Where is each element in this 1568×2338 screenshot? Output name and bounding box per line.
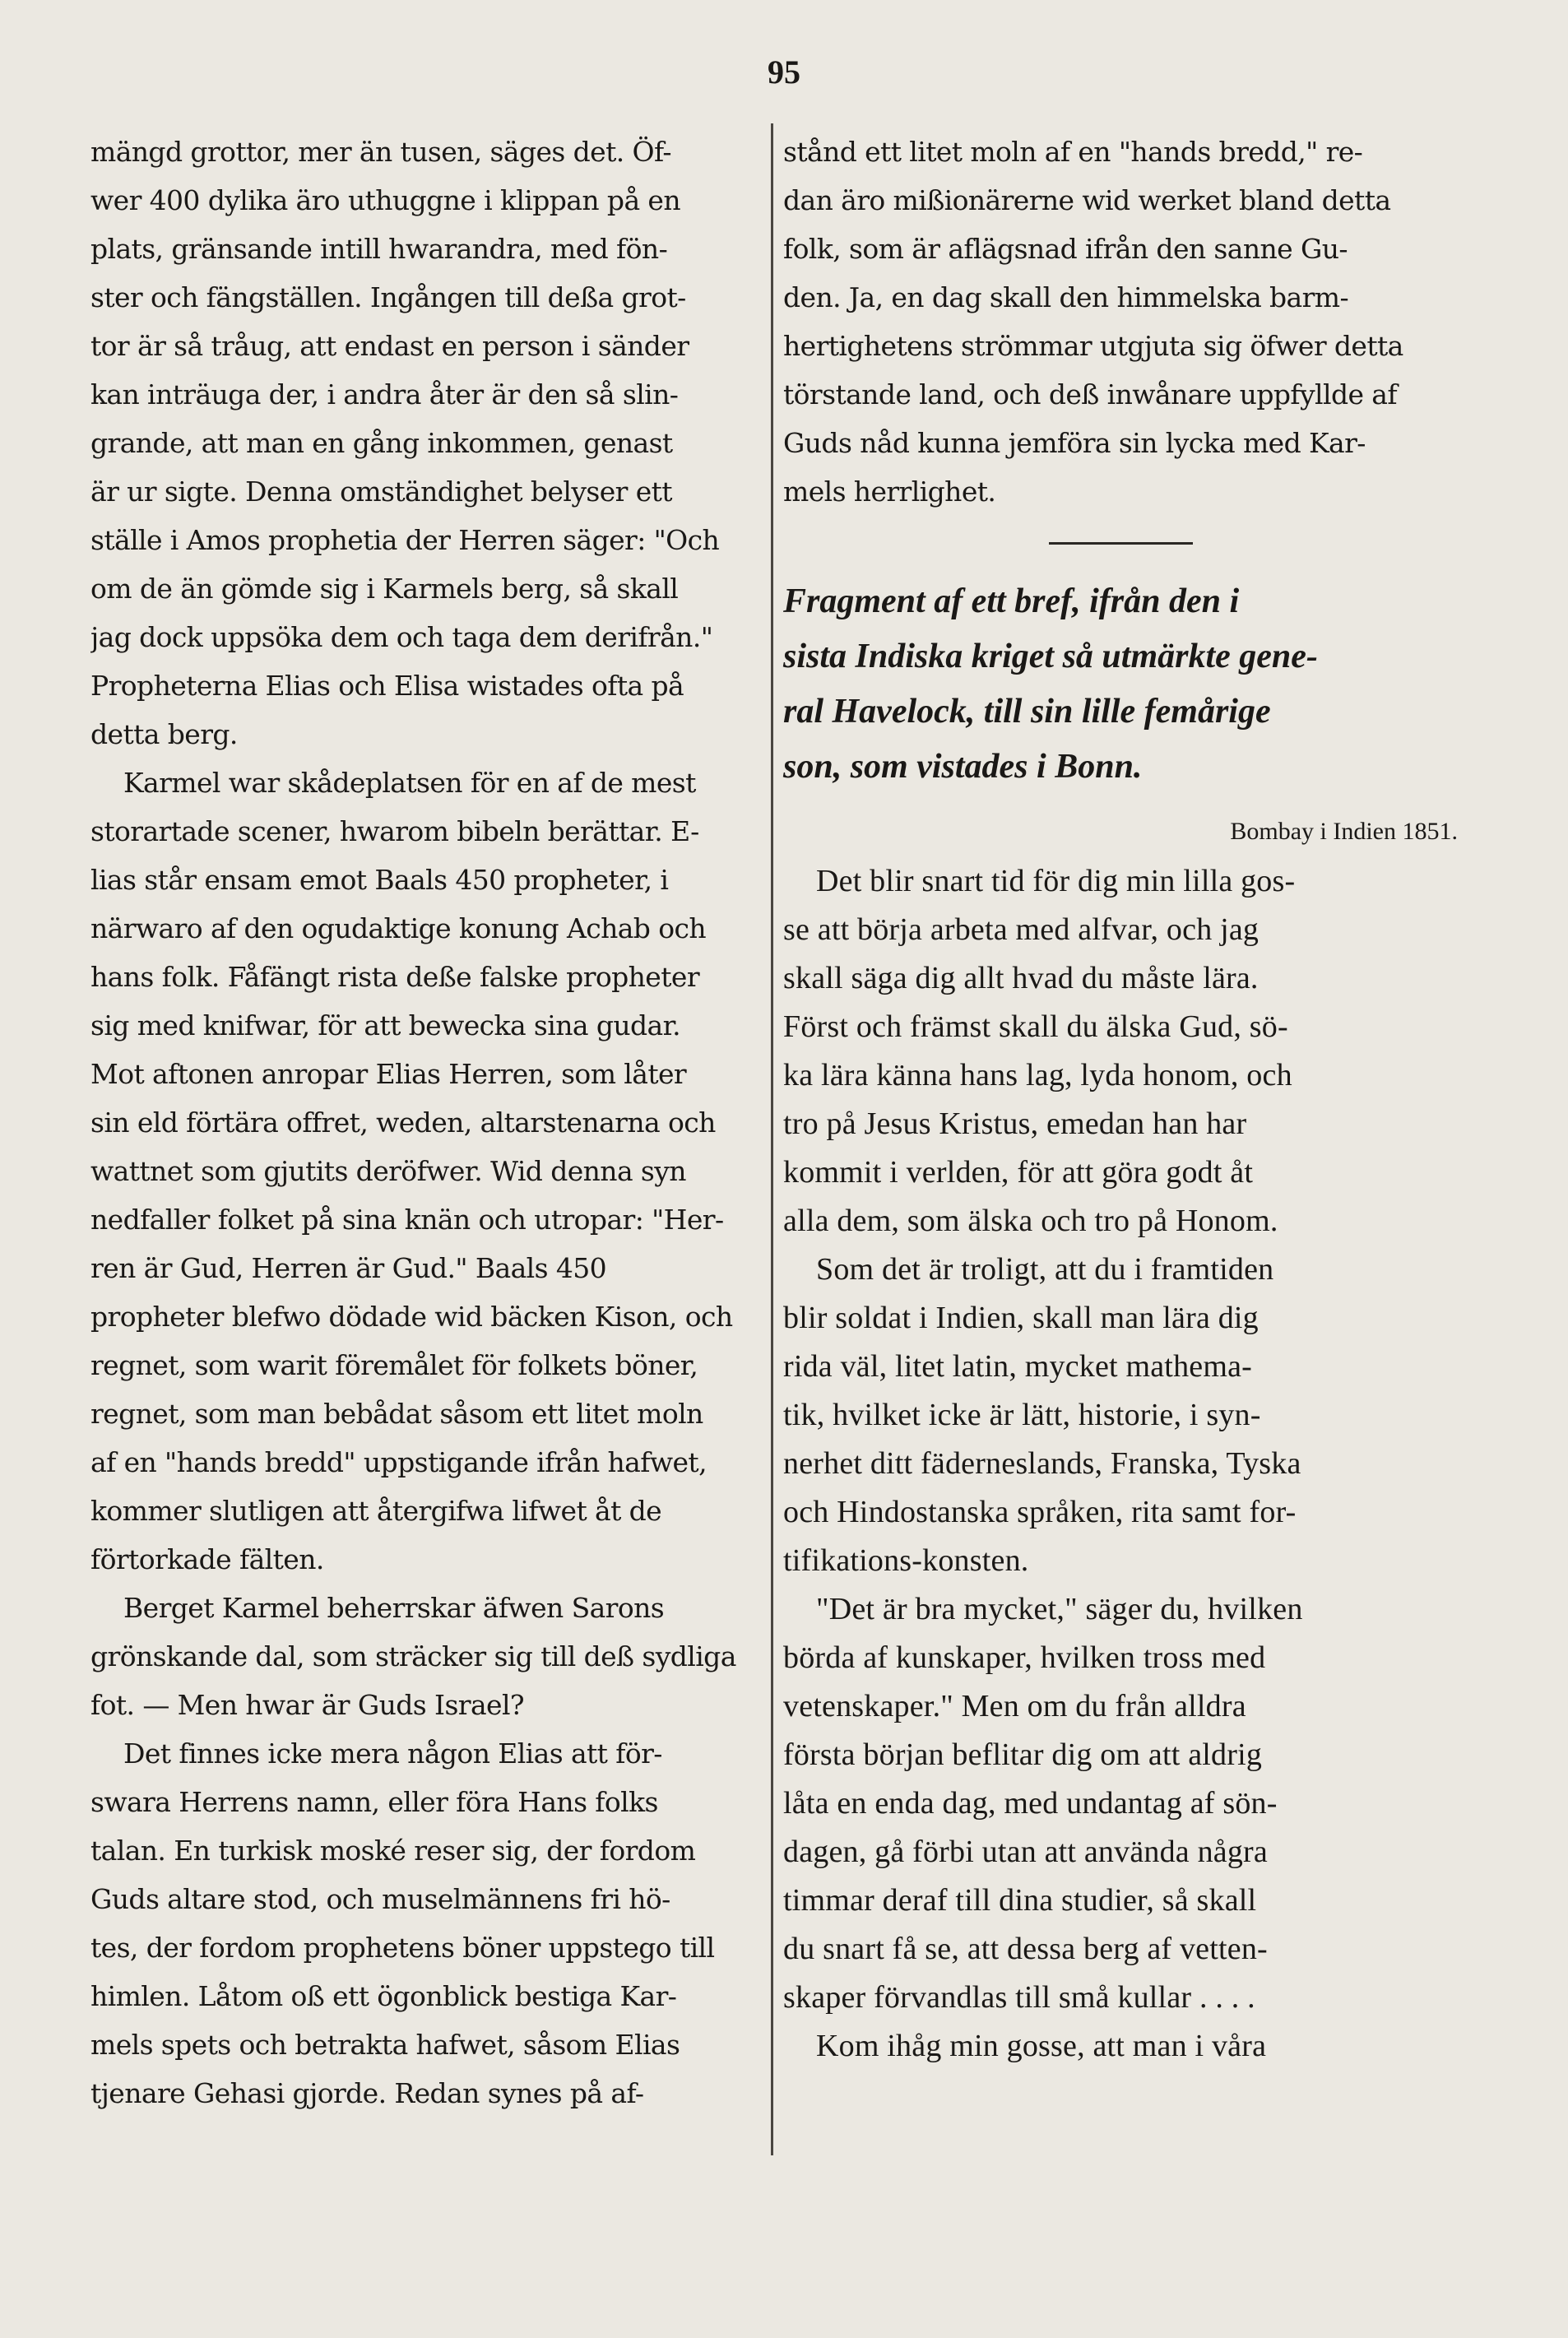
text-line: ka lära känna hans lag, lyda honom, och: [783, 1058, 1292, 1092]
text-line: af en "hands bredd" uppstigande ifrån hafwet,: [90, 1446, 707, 1478]
text-line: "Det är bra mycket," säger du, hvilken: [816, 1592, 1303, 1626]
text-line: timmar deraf till dina studier, så skall: [783, 1883, 1257, 1918]
text-line: wer 400 dylika äro uthuggne i klippan på en: [90, 184, 680, 216]
text-line: första början beflitar dig om att aldrig: [783, 1737, 1263, 1772]
text-line: dagen, gå förbi utan att använda några: [783, 1835, 1268, 1869]
text-line: mels herrlighet.: [783, 475, 996, 508]
text-line: grönskande dal, som sträcker sig till deß sydliga: [90, 1640, 736, 1672]
text-line: grande, att man en gång inkommen, genast: [90, 427, 673, 459]
text-line: propheter blefwo dödade wid bäcken Kison, och: [90, 1301, 733, 1333]
text-line: Propheterna Elias och Elisa wistades ofta på: [90, 670, 684, 702]
text-line: Kom ihåg min gosse, att man i våra: [816, 2029, 1267, 2063]
text-line: folk, som är aflägsnad ifrån den sanne Gu-: [783, 233, 1348, 265]
text-line: blir soldat i Indien, skall man lära dig: [783, 1301, 1259, 1335]
text-line: stånd ett litet moln af en "hands bredd," re-: [783, 136, 1363, 168]
text-line: närwaro af den ogudaktige konung Achab och: [90, 912, 707, 944]
text-line: detta berg.: [90, 718, 238, 750]
text-line: Berget Karmel beherrskar äfwen Sarons: [123, 1592, 665, 1624]
text-line: lias står ensam emot Baals 450 propheter, i: [90, 864, 669, 896]
text-line: swara Herrens namn, eller föra Hans folks: [90, 1786, 658, 1818]
text-line: hans folk. Fåfängt rista deße falske propheter: [90, 961, 700, 993]
text-line: regnet, som man bebådat såsom ett litet moln: [90, 1398, 703, 1430]
heading-line: ral Havelock, till sin lille femårige: [783, 693, 1271, 731]
text-line: kan inträuga der, i andra åter är den så slin-: [90, 378, 679, 411]
text-line: rida väl, litet latin, mycket mathema-: [783, 1349, 1253, 1384]
text-line: alla dem, som älska och tro på Honom.: [783, 1204, 1278, 1238]
text-line: skall säga dig allt hvad du måste lära.: [783, 961, 1259, 995]
section-rule: [1049, 542, 1193, 545]
text-line: fot. — Men hwar är Guds Israel?: [90, 1689, 525, 1721]
text-line: börda af kunskaper, hvilken tross med: [783, 1640, 1266, 1675]
text-line: om de än gömde sig i Karmels berg, så skall: [90, 573, 679, 605]
text-line: talan. En turkisk moské reser sig, der fordom: [90, 1835, 696, 1867]
text-line: regnet, som warit föremålet för folkets böner,: [90, 1349, 698, 1381]
text-line: mängd grottor, mer än tusen, säges det. Öf-: [90, 136, 671, 168]
right-column: [783, 128, 1458, 2071]
text-line: Först och främst skall du älska Gud, sö-: [783, 1009, 1288, 1044]
dateline: Bombay i Indien 1851.: [1230, 818, 1458, 845]
text-line: Mot aftonen anropar Elias Herren, som låter: [90, 1058, 687, 1090]
text-line: jag dock uppsöka dem och taga dem derifrån.": [90, 621, 713, 653]
text-line: wattnet som gjutits deröfwer. Wid denna syn: [90, 1155, 686, 1187]
page-number: 95: [768, 53, 800, 90]
text-line: tes, der fordom prophetens böner uppstego till: [90, 1932, 715, 1964]
text-line: sig med knifwar, för att bewecka sina gudar.: [90, 1009, 681, 1041]
text-line: storartade scener, hwarom bibeln berättar. E-: [90, 815, 699, 847]
text-line: nerhet ditt fäderneslands, Franska, Tyska: [783, 1446, 1301, 1481]
text-line: hertighetens strömmar utgjuta sig öfwer detta: [783, 330, 1403, 362]
text-line: den. Ja, en dag skall den himmelska barm-: [783, 281, 1349, 313]
text-line: förtorkade fälten.: [90, 1543, 324, 1575]
text-line: tjenare Gehasi gjorde. Redan synes på af-: [90, 2077, 644, 2109]
text-line: sin eld förtära offret, weden, altarstenarna och: [90, 1106, 716, 1139]
heading-line: Fragment af ett bref, ifrån den i: [783, 582, 1240, 620]
text-line: ställe i Amos prophetia der Herren säger: "Och: [90, 524, 720, 556]
article-heading: [783, 574, 1458, 795]
text-line: Guds altare stod, och muselmännens fri hö-: [90, 1883, 670, 1915]
text-line: Som det är troligt, att du i framtiden: [816, 1252, 1274, 1287]
text-line: tor är så tråug, att endast en person i sänder: [90, 330, 689, 362]
text-line: tik, hvilket icke är lätt, historie, i syn-: [783, 1398, 1261, 1432]
text-line: himlen. Låtom oß ett ögonblick bestiga Kar-: [90, 1980, 677, 2012]
text-line: ster och fängställen. Ingången till deßa grot-: [90, 281, 686, 313]
text-line: kommer slutligen att återgifwa lifwet åt de: [90, 1495, 662, 1527]
text-line: plats, gränsande intill hwarandra, med fön-: [90, 233, 668, 265]
text-line: nedfaller folket på sina knän och utropar: "Her-: [90, 1204, 724, 1236]
text-line: Det blir snart tid för dig min lilla gos-: [816, 864, 1296, 898]
text-line: vetenskaper." Men om du från alldra: [783, 1689, 1246, 1723]
text-line: Guds nåd kunna jemföra sin lycka med Kar-: [783, 427, 1366, 459]
text-line: låta en enda dag, med undantag af sön-: [783, 1786, 1278, 1821]
text-line: mels spets och betrakta hafwet, såsom Elias: [90, 2029, 680, 2061]
text-line: se att börja arbeta med alfvar, och jag: [783, 912, 1260, 947]
left-column: [90, 128, 765, 2118]
text-line: kommit i verlden, för att göra godt åt: [783, 1155, 1254, 1190]
text-line: är ur sigte. Denna omständighet belyser ett: [90, 475, 672, 508]
heading-line: son, som vistades i Bonn.: [783, 748, 1143, 786]
text-line: Det finnes icke mera någon Elias att för-: [123, 1737, 662, 1770]
text-line: du snart få se, att dessa berg af vetten-: [783, 1932, 1268, 1966]
text-line: törstande land, och deß inwånare uppfyllde af: [783, 378, 1397, 411]
text-line: tro på Jesus Kristus, emedan han har: [783, 1106, 1247, 1141]
text-line: ren är Gud, Herren är Gud." Baals 450: [90, 1252, 607, 1284]
text-line: dan äro mißionärerne wid werket bland detta: [783, 184, 1391, 216]
text-line: Karmel war skådeplatsen för en af de mest: [123, 767, 696, 799]
text-line: tifikations-konsten.: [783, 1543, 1029, 1578]
heading-line: sista Indiska kriget så utmärkte gene-: [783, 638, 1318, 675]
column-divider: [771, 123, 773, 2155]
text-line: skaper förvandlas till små kullar . . . .: [783, 1980, 1255, 2015]
text-line: och Hindostanska språken, rita samt for-: [783, 1495, 1297, 1529]
